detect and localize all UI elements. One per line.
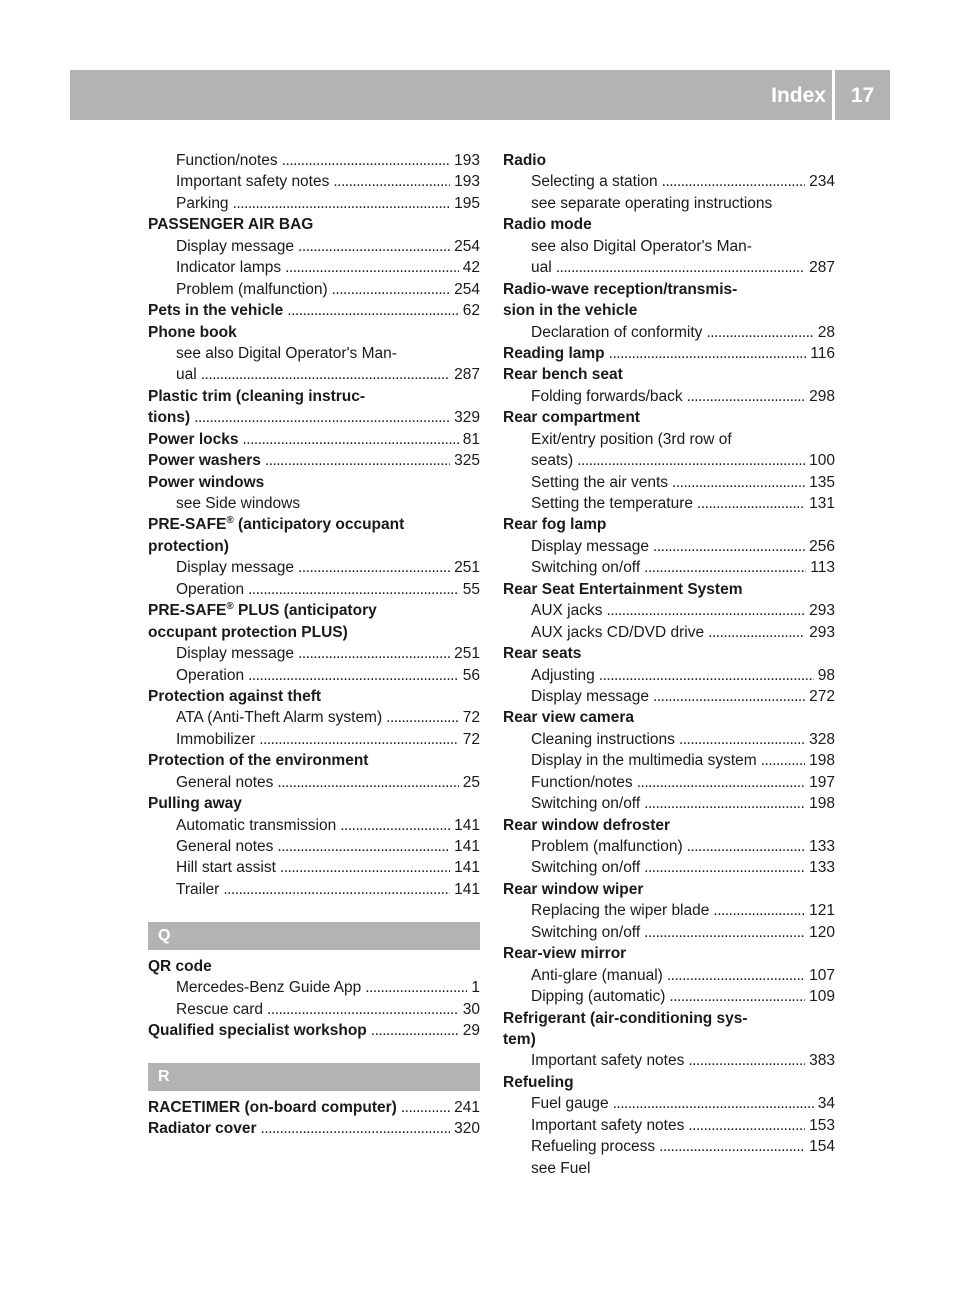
dot-leader [233, 193, 451, 214]
entry-label: Pets in the vehicle [148, 302, 284, 320]
page-ref[interactable]: 153 [809, 1116, 835, 1134]
entry-label: Fuel gauge [531, 1095, 609, 1113]
index-heading: occupant protection PLUS) [148, 623, 348, 641]
entry-label: Mercedes-Benz Guide App [176, 979, 362, 997]
index-subentry[interactable] [503, 450, 835, 471]
entry-label: Power washers [148, 452, 261, 470]
dot-leader [708, 622, 805, 643]
page-ref[interactable]: 234 [809, 173, 835, 191]
index-heading-rest: PLUS (anticipatory [233, 602, 377, 620]
dot-leader [401, 1097, 450, 1118]
page-ref[interactable]: 34 [817, 1095, 835, 1113]
index-subentry[interactable] [148, 171, 480, 192]
index-heading: Radio [503, 152, 547, 169]
index-heading: PASSENGER AIR BAG [148, 216, 314, 234]
index-subentry[interactable] [148, 193, 480, 214]
dot-leader [644, 557, 806, 578]
page-ref[interactable]: 120 [809, 923, 835, 941]
page-ref[interactable]: 141 [454, 816, 480, 834]
dot-leader [653, 536, 805, 557]
index-subtext: see separate operating instructions [531, 194, 773, 212]
dot-leader [332, 279, 451, 300]
page-ref[interactable]: 193 [454, 173, 480, 191]
index-subentry[interactable] [503, 922, 835, 943]
page-ref[interactable]: 287 [454, 366, 480, 384]
entry-label: Operation [176, 580, 245, 598]
dot-leader [599, 665, 814, 686]
dot-leader [277, 836, 450, 857]
index-heading: Rear compartment [503, 409, 640, 427]
index-heading: QR code [148, 957, 212, 975]
index-subentry[interactable] [148, 772, 480, 793]
dot-leader [679, 729, 805, 750]
dot-leader [277, 772, 458, 793]
page-ref[interactable]: 193 [454, 152, 480, 169]
page-ref[interactable]: 98 [817, 666, 835, 684]
index-subentry[interactable] [503, 986, 835, 1007]
page-ref[interactable]: 30 [462, 1000, 480, 1018]
entry-label: ATA (Anti-Theft Alarm system) [176, 709, 383, 727]
page-ref[interactable]: 241 [454, 1098, 480, 1116]
dot-leader [662, 171, 805, 192]
entry-label: Dipping (automatic) [531, 988, 666, 1006]
page-ref[interactable]: 293 [809, 623, 835, 641]
entry-label: Cleaning instructions [531, 730, 675, 748]
page-ref[interactable]: 197 [809, 773, 835, 791]
entry-label: Replacing the wiper blade [531, 902, 710, 920]
page-ref[interactable]: 121 [809, 902, 835, 920]
index-subentry[interactable] [148, 857, 480, 878]
dot-leader [280, 857, 450, 878]
dot-leader [282, 150, 450, 171]
entry-label: Function/notes [176, 152, 278, 169]
index-heading: Rear fog lamp [503, 516, 607, 534]
index-entry[interactable] [148, 450, 480, 471]
index-subentry[interactable] [503, 171, 835, 192]
dot-leader [261, 1118, 451, 1139]
entry-label: Important safety notes [531, 1116, 685, 1134]
index-subentry[interactable] [503, 536, 835, 557]
page-ref[interactable]: 113 [810, 559, 835, 577]
dot-leader [223, 879, 450, 900]
entry-label: tions) [148, 409, 191, 427]
index-heading: Protection of the environment [148, 752, 369, 770]
dot-leader [259, 729, 459, 750]
entry-label: Display message [176, 559, 295, 577]
index-subentry[interactable] [148, 150, 480, 171]
index-subentry[interactable] [148, 579, 480, 600]
index-subentry[interactable] [503, 600, 835, 621]
section-header: R [148, 1063, 480, 1091]
entry-label: Selecting a station [531, 173, 658, 191]
dot-leader [577, 450, 805, 471]
entry-label: Reading lamp [503, 344, 605, 362]
index-subentry[interactable] [503, 1093, 835, 1114]
page-ref[interactable]: 287 [809, 259, 835, 277]
dot-leader [644, 793, 805, 814]
entry-label: Important safety notes [176, 173, 330, 191]
index-column-right [503, 150, 835, 1179]
index-heading: Refueling [503, 1073, 574, 1091]
entry-label: Radiator cover [148, 1120, 257, 1138]
index-subentry[interactable] [503, 622, 835, 643]
index-heading: Rear view camera [503, 709, 634, 727]
page-ref[interactable]: 72 [462, 709, 480, 727]
index-subentry[interactable] [503, 257, 835, 278]
page-ref[interactable]: 28 [817, 323, 835, 341]
index-heading-rest: (anticipatory occupant [233, 516, 405, 534]
dot-leader [609, 343, 807, 364]
index-subentry[interactable] [503, 750, 835, 771]
dot-leader [371, 1020, 459, 1041]
index-subentry[interactable] [148, 257, 480, 278]
dot-leader [242, 429, 458, 450]
index-subentry[interactable] [148, 236, 480, 257]
index-column-left [148, 150, 480, 1140]
page-ref[interactable]: 272 [809, 687, 835, 705]
dot-leader [298, 236, 450, 257]
dot-leader [287, 300, 459, 321]
index-subentry[interactable] [503, 386, 835, 407]
registered-mark: ® [226, 601, 234, 613]
page-ref[interactable]: 133 [809, 859, 835, 877]
index-heading: Power windows [148, 473, 265, 491]
index-heading: Rear bench seat [503, 366, 623, 384]
dot-leader [285, 257, 459, 278]
entry-label: Trailer [176, 880, 220, 898]
index-subentry[interactable] [503, 965, 835, 986]
index-subentry[interactable] [503, 793, 835, 814]
entry-label: Switching on/off [531, 559, 641, 577]
spacer [148, 1042, 480, 1063]
dot-leader [688, 1050, 805, 1071]
index-heading: protection) [148, 537, 229, 555]
page-ref[interactable]: 133 [809, 838, 835, 855]
page-ref[interactable]: 1 [471, 979, 480, 997]
entry-label: Folding forwards/back [531, 387, 683, 405]
dot-leader [687, 386, 806, 407]
index-subentry[interactable] [148, 836, 480, 857]
index-subentry[interactable] [148, 729, 480, 750]
dot-leader [644, 857, 805, 878]
entry-label: Display message [531, 687, 650, 705]
entry-label: Adjusting [531, 666, 595, 684]
index-subentry[interactable] [503, 493, 835, 514]
registered-mark: ® [226, 515, 234, 527]
entry-label: Display message [176, 645, 295, 663]
index-subentry[interactable] [148, 643, 480, 664]
index-subentry[interactable] [503, 1115, 835, 1136]
page-ref[interactable]: 100 [809, 452, 835, 470]
dot-leader [386, 707, 459, 728]
page-ref[interactable]: 56 [462, 666, 480, 684]
dot-leader [659, 1136, 805, 1157]
page-ref[interactable]: 141 [454, 838, 480, 855]
dot-leader [761, 750, 805, 771]
index-heading: Plastic trim (cleaning instruc- [148, 387, 366, 405]
page-ref[interactable]: 293 [809, 602, 835, 620]
dot-leader [194, 407, 450, 428]
entry-label: ual [176, 366, 197, 384]
page-ref[interactable]: 131 [809, 495, 835, 512]
page-ref[interactable]: 154 [809, 1138, 835, 1156]
index-entry[interactable] [148, 407, 480, 428]
dot-leader [298, 643, 450, 664]
dot-leader [267, 999, 459, 1020]
index-subentry[interactable] [148, 999, 480, 1020]
index-subentry[interactable] [503, 900, 835, 921]
index-heading: sion in the vehicle [503, 302, 638, 320]
entry-label: Problem (malfunction) [531, 838, 683, 855]
index-subentry[interactable] [148, 707, 480, 728]
entry-label: Qualified specialist workshop [148, 1022, 367, 1040]
index-heading: Phone book [148, 323, 237, 341]
dot-leader [248, 665, 459, 686]
dot-leader [653, 686, 805, 707]
page-ref[interactable]: 251 [454, 559, 480, 577]
entry-label: Problem (malfunction) [176, 280, 328, 298]
dot-leader [713, 900, 805, 921]
page-ref[interactable]: 72 [462, 730, 480, 748]
page-ref[interactable]: 256 [809, 537, 835, 555]
page-ref[interactable]: 55 [462, 580, 480, 598]
index-subentry[interactable] [503, 729, 835, 750]
index-subentry[interactable] [503, 557, 835, 578]
entry-label: Rescue card [176, 1000, 264, 1018]
index-subentry[interactable] [503, 665, 835, 686]
index-heading: Rear-view mirror [503, 945, 627, 963]
index-subentry[interactable] [503, 472, 835, 493]
dot-leader [613, 1093, 814, 1114]
entry-label: Declaration of conformity [531, 323, 703, 341]
page-ref[interactable]: 383 [809, 1052, 835, 1070]
index-subentry[interactable] [148, 557, 480, 578]
dot-leader [265, 450, 450, 471]
index-subentry[interactable] [148, 665, 480, 686]
entry-label: ual [531, 259, 552, 277]
index-subentry[interactable] [503, 322, 835, 343]
page-ref[interactable]: 254 [454, 280, 480, 298]
entry-label: Display in the multimedia system [531, 752, 757, 770]
entry-label: AUX jacks [531, 602, 603, 620]
dot-leader [706, 322, 813, 343]
entry-label: Setting the air vents [531, 473, 668, 491]
index-entry[interactable] [503, 343, 835, 364]
dot-leader [248, 579, 459, 600]
entry-label: Immobilizer [176, 730, 256, 748]
entry-label: AUX jacks CD/DVD drive [531, 623, 705, 641]
index-subentry[interactable] [503, 686, 835, 707]
index-subentry[interactable] [148, 879, 480, 900]
index-subtext: Exit/entry position (3rd row of [531, 430, 732, 448]
index-heading-text: PRE-SAFE [148, 516, 227, 534]
entry-label: seats) [531, 452, 574, 470]
entry-label: Switching on/off [531, 923, 641, 941]
page-ref[interactable]: 29 [462, 1022, 480, 1040]
index-heading: Rear Seat Entertainment System [503, 580, 743, 598]
dot-leader [669, 986, 805, 1007]
dot-leader [687, 836, 806, 857]
entry-label: Parking [176, 194, 229, 212]
index-subentry[interactable] [148, 815, 480, 836]
index-heading [148, 600, 480, 621]
index-subtext: see Side windows [176, 495, 301, 512]
dot-leader [340, 815, 450, 836]
index-heading: Refrigerant (air-conditioning sys- [503, 1009, 748, 1027]
index-subtext: see Fuel [531, 1159, 591, 1177]
page-ref[interactable]: 254 [454, 237, 480, 255]
dot-leader [365, 977, 467, 998]
index-heading [148, 514, 480, 535]
index-heading: Protection against theft [148, 687, 322, 705]
page-ref[interactable]: 141 [454, 859, 480, 877]
index-entry[interactable] [148, 429, 480, 450]
index-entry[interactable] [148, 1118, 480, 1139]
index-heading: Rear window wiper [503, 880, 644, 898]
dot-leader [607, 600, 806, 621]
dot-leader [201, 364, 450, 385]
index-heading: Rear window defroster [503, 816, 671, 834]
page-ref[interactable]: 320 [454, 1120, 480, 1138]
page-ref[interactable]: 329 [454, 409, 480, 427]
dot-leader [672, 472, 805, 493]
page-ref[interactable]: 195 [454, 194, 480, 212]
index-subtext: see also Digital Operator's Man- [531, 237, 752, 255]
entry-label: Hill start assist [176, 859, 276, 877]
page-ref[interactable]: 116 [810, 344, 835, 362]
spacer [148, 900, 480, 921]
page-number: 17 [850, 84, 875, 107]
entry-label: Important safety notes [531, 1052, 685, 1070]
index-subentry[interactable] [503, 836, 835, 857]
index-heading: tem) [503, 1030, 536, 1048]
entry-label: Automatic transmission [176, 816, 337, 834]
entry-label: Refueling process [531, 1138, 656, 1156]
index-subentry[interactable] [148, 364, 480, 385]
index-entry[interactable] [148, 300, 480, 321]
index-heading: Radio-wave reception/transmis- [503, 280, 738, 298]
entry-label: Switching on/off [531, 859, 641, 877]
entry-label: General notes [176, 838, 274, 855]
dot-leader [644, 922, 805, 943]
dot-leader [556, 257, 805, 278]
page-ref[interactable]: 198 [809, 795, 835, 813]
index-subtext: see also Digital Operator's Man- [176, 344, 397, 362]
page-ref[interactable]: 81 [462, 430, 480, 448]
entry-label: Operation [176, 666, 245, 684]
index-heading: Radio mode [503, 216, 592, 234]
entry-label: Function/notes [531, 773, 633, 791]
index-subentry[interactable] [503, 1136, 835, 1157]
entry-label: Anti-glare (manual) [531, 966, 663, 984]
index-subentry[interactable] [503, 772, 835, 793]
page-ref[interactable]: 328 [809, 730, 835, 748]
page-ref[interactable]: 135 [809, 473, 835, 491]
entry-label: Power locks [148, 430, 239, 448]
index-heading-text: PRE-SAFE [148, 602, 227, 620]
dot-leader [333, 171, 450, 192]
page-ref[interactable]: 198 [809, 752, 835, 770]
index-subentry[interactable] [503, 857, 835, 878]
page-ref[interactable]: 109 [809, 988, 835, 1006]
entry-label: Display message [176, 237, 295, 255]
page-title: Index [771, 84, 826, 107]
index-subentry[interactable] [148, 977, 480, 998]
entry-label: Setting the temperature [531, 495, 693, 512]
index-entry[interactable] [148, 1020, 480, 1041]
dot-leader [667, 965, 805, 986]
index-subentry[interactable] [503, 1050, 835, 1071]
entry-label: Switching on/off [531, 795, 641, 813]
dot-leader [688, 1115, 805, 1136]
dot-leader [298, 557, 450, 578]
dot-leader [697, 493, 805, 514]
page-ref[interactable]: 251 [454, 645, 480, 663]
entry-label: General notes [176, 773, 274, 791]
page-ref[interactable]: 298 [809, 387, 835, 405]
page-ref[interactable]: 107 [809, 966, 835, 984]
section-header: Q [148, 922, 480, 950]
entry-label: Indicator lamps [176, 259, 282, 277]
entry-label: RACETIMER (on-board computer) [148, 1098, 397, 1116]
page-ref[interactable]: 325 [454, 452, 480, 470]
index-subentry[interactable] [148, 279, 480, 300]
entry-label: Display message [531, 537, 650, 555]
index-heading: Pulling away [148, 795, 242, 813]
page-ref[interactable]: 62 [462, 302, 480, 320]
page-ref[interactable]: 25 [462, 773, 480, 791]
page-ref[interactable]: 42 [462, 259, 480, 277]
page-ref[interactable]: 141 [454, 880, 480, 898]
index-heading: Rear seats [503, 645, 582, 663]
index-entry[interactable] [148, 1097, 480, 1118]
dot-leader [637, 772, 805, 793]
